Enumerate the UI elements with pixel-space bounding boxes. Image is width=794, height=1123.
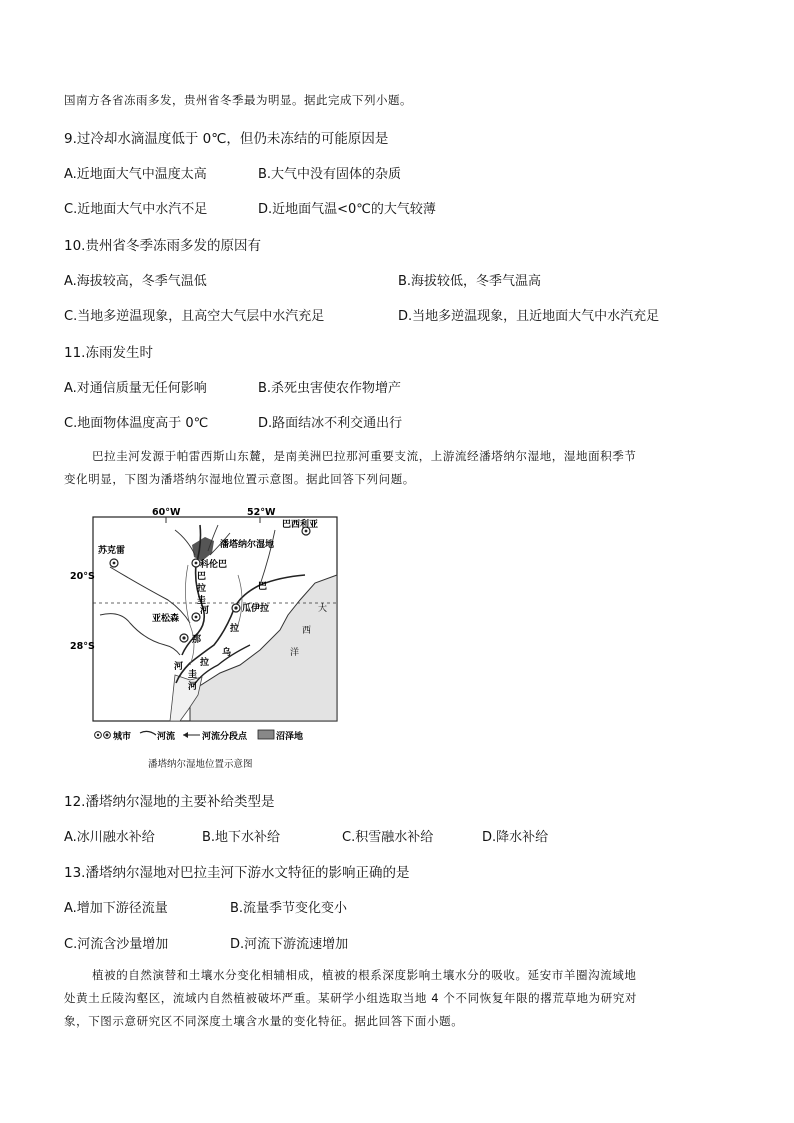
legend-city: 城市 xyxy=(113,732,132,742)
pantanal-location-map xyxy=(70,505,340,745)
label-paraguay-4: 河 xyxy=(200,606,210,616)
question-9-option-b[interactable]: B.大气中没有固体的杂质 xyxy=(258,167,402,182)
question-9-option-d[interactable]: D.近地面气温<0℃的大气较薄 xyxy=(258,202,436,217)
label-ocean-1: 大 xyxy=(318,604,328,614)
legend-river: 河流 xyxy=(157,732,176,742)
question-11-option-b[interactable]: B.杀死虫害使农作物增产 xyxy=(258,381,402,396)
label-parana-la: 拉 xyxy=(230,624,240,634)
label-uruguay-3: 圭 xyxy=(188,670,198,680)
question-10-option-c[interactable]: C.当地多逆温现象，且高空大气层中水汽充足 xyxy=(64,309,325,324)
label-pantanal: 潘塔纳尔湿地 xyxy=(220,540,275,550)
question-11-option-a[interactable]: A.对通信质量无任何影响 xyxy=(64,381,207,396)
question-9-stem: 9.过冷却水滴温度低于 0℃，但仍未冻结的可能原因是 xyxy=(64,131,389,147)
label-ocean-3: 洋 xyxy=(290,648,300,658)
lat-20s: 20°S xyxy=(70,571,95,582)
label-uruguay-4: 河 xyxy=(188,682,198,692)
question-9-option-a[interactable]: A.近地面大气中温度太高 xyxy=(64,167,207,182)
question-12-option-d[interactable]: D.降水补给 xyxy=(482,830,549,845)
question-11-option-c[interactable]: C.地面物体温度高于 0℃ xyxy=(64,416,209,431)
question-12-option-a[interactable]: A.冰川融水补给 xyxy=(64,830,155,845)
label-corumba: 科伦巴 xyxy=(200,560,228,570)
label-river-he: 河 xyxy=(174,662,184,672)
question-12-option-c[interactable]: C.积雪融水补给 xyxy=(342,830,434,845)
question-11-option-d[interactable]: D.路面结冰不利交通出行 xyxy=(258,416,403,431)
passage-line: 变化明显，下图为潘塔纳尔湿地位置示意图。据此回答下列问题。 xyxy=(64,472,415,486)
label-parana-ba: 巴 xyxy=(258,582,268,592)
question-13-option-a[interactable]: A.增加下游径流量 xyxy=(64,901,168,916)
label-uruguay-1: 乌 xyxy=(222,648,232,658)
question-10-option-d[interactable]: D.当地多逆温现象，且近地面大气中水汽充足 xyxy=(398,309,660,324)
label-ocean-2: 西 xyxy=(302,626,312,636)
passage-line: 巴拉圭河发源于帕雷西斯山东麓，是南美洲巴拉那河重要支流，上游流经潘塔纳尔湿地，湿地面积季节 xyxy=(92,449,637,463)
lat-28s: 28°S xyxy=(70,641,95,652)
question-10-option-b[interactable]: B.海拔较低，冬季气温高 xyxy=(398,274,542,289)
question-12-option-b[interactable]: B.地下水补给 xyxy=(202,830,281,845)
label-paraguay-2: 拉 xyxy=(197,584,207,594)
lon-60w: 60°W xyxy=(152,507,181,518)
legend-segment: 河流分段点 xyxy=(202,732,248,742)
intro-tail: 国南方各省冻雨多发，贵州省冬季最为明显。据此完成下列小题。 xyxy=(64,93,412,107)
question-9-option-c[interactable]: C.近地面大气中水汽不足 xyxy=(64,202,208,217)
passage-soil-moisture xyxy=(64,964,744,1033)
question-13-stem: 13.潘塔纳尔湿地对巴拉圭河下游水文特征的影响正确的是 xyxy=(64,865,410,881)
label-guaira: 瓜伊拉 xyxy=(242,604,270,614)
label-paraguay-1: 巴 xyxy=(197,572,207,582)
lon-52w: 52°W xyxy=(247,507,276,518)
map-caption: 潘塔纳尔湿地位置示意图 xyxy=(148,759,253,770)
passage-line: 象，下图示意研究区不同深度土壤含水量的变化特征。据此回答下面小题。 xyxy=(64,1014,464,1028)
map-legend xyxy=(95,730,303,742)
question-11-stem: 11.冻雨发生时 xyxy=(64,345,153,361)
question-12-stem: 12.潘塔纳尔湿地的主要补给类型是 xyxy=(64,794,275,810)
question-10-stem: 10.贵州省冬季冻雨多发的原因有 xyxy=(64,238,261,254)
question-13-option-d[interactable]: D.河流下游流速增加 xyxy=(230,937,349,952)
question-10-option-a[interactable]: A.海拔较高，冬季气温低 xyxy=(64,274,207,289)
label-sucre: 苏克雷 xyxy=(98,546,126,556)
label-uruguay-2: 拉 xyxy=(200,658,210,668)
question-13-option-b[interactable]: B.流量季节变化变小 xyxy=(230,901,348,916)
label-paraguay-3: 圭 xyxy=(197,596,207,606)
passage-paraguay-river xyxy=(64,445,744,491)
label-brasilia: 巴西利亚 xyxy=(282,520,319,530)
legend-swamp: 沼泽地 xyxy=(276,732,304,742)
label-parana-na: 那 xyxy=(192,635,202,645)
passage-line: 植被的自然演替和土壤水分变化相辅相成，植被的根系深度影响土壤水分的吸收。延安市羊圈沟流域地 xyxy=(92,968,637,982)
passage-line: 处黄土丘陵沟壑区，流域内自然植被破坏严重。某研学小组选取当地 4 个不同恢复年限的撂荒草地为研究对 xyxy=(64,991,638,1005)
question-13-option-c[interactable]: C.河流含沙量增加 xyxy=(64,937,169,952)
label-asuncion: 亚松森 xyxy=(152,614,180,624)
